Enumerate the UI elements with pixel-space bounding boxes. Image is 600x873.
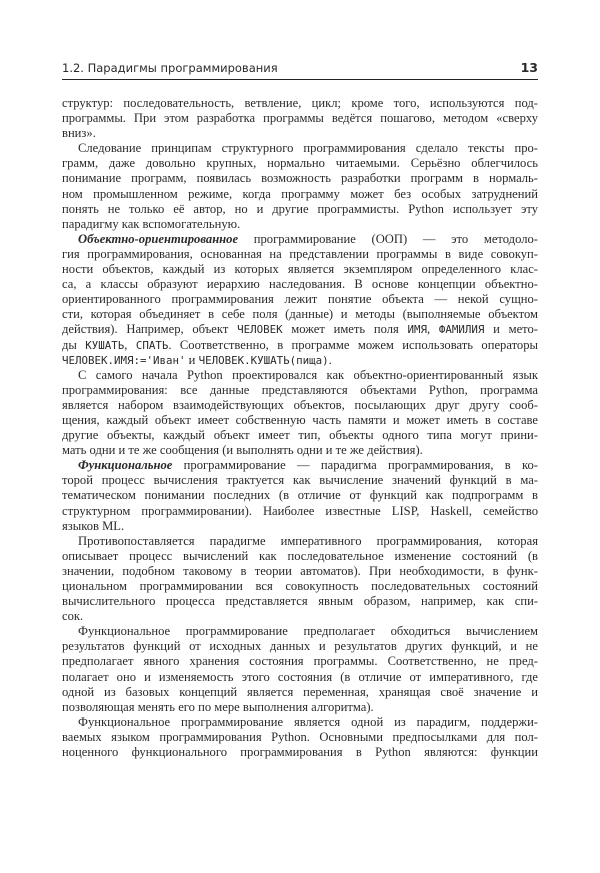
page-number: 13: [520, 60, 538, 75]
text-line: [62, 504, 538, 519]
text-line: [62, 277, 538, 292]
text-line: [62, 473, 538, 488]
paragraph: [62, 141, 538, 232]
text-segment: понять не только её автор, но и другие программисты. Python использует эту: [62, 201, 538, 216]
text-line: [62, 428, 538, 443]
text-segment: вычислительного процесса представляется явным образом, например, как спи-: [62, 594, 538, 609]
paragraph: [62, 624, 538, 715]
text-line: [62, 111, 538, 126]
paragraph: [62, 232, 538, 368]
text-line: [62, 398, 538, 413]
text-segment: щения, каждый объект имеет собственную часть памяти и может иметь в составе: [62, 412, 538, 427]
text-segment: предполагает явного хранения состояния программы. Соответственно, не пред-: [62, 654, 538, 669]
text-segment: ном промышленном режиме, когда программу может без особых затруднений: [62, 186, 538, 201]
text-line: [62, 262, 538, 277]
term-emphasis: Объектно-ориентированное: [78, 231, 239, 246]
text-segment: ваемых языком программирования Python. Основными предпосылками для пол-: [62, 729, 538, 744]
text-line: [62, 715, 538, 730]
text-line: [62, 202, 538, 217]
text-line: [62, 443, 538, 458]
text-segment: ды: [62, 337, 86, 352]
text-line: [62, 126, 538, 141]
paragraph: [62, 96, 538, 141]
text-segment: описывает процесс вычислений как последовательное изменение состояний (в: [62, 548, 538, 563]
text-segment: полагает оно и изменяемость этого состояния (в отличие от императивного, где: [62, 669, 538, 684]
text-segment: программы. При этом разработка программы ведётся пошагово, методом «сверху: [62, 111, 538, 126]
paragraph: [62, 715, 538, 760]
text-line: [62, 685, 538, 700]
text-line: [62, 534, 538, 549]
text-segment: тематическом понимании последних (в отличие от функций как подпрограмм в: [62, 488, 538, 503]
text-segment: циональном программировании вся совокупность последовательных состояний: [62, 579, 538, 593]
text-segment: ности объектов, каждый из которых является экземпляром определенного клас-: [62, 262, 538, 277]
text-segment: мать одни и те же сообщения (и выполнять одни и те же действия).: [62, 443, 423, 458]
text-segment: ориентированного программирования лежит понятие объекта — некой сущно-: [62, 292, 538, 307]
text-line: [62, 579, 538, 594]
text-segment: и мето-: [484, 322, 538, 337]
text-line: [62, 730, 538, 745]
text-line: [62, 187, 538, 202]
running-header: [62, 60, 538, 80]
text-segment: языков ML.: [62, 518, 125, 533]
text-segment: грамм, даже довольно крупных, нормально читаемыми. Серьёзно облегчилось: [62, 156, 538, 171]
text-line: [62, 609, 538, 624]
text-line: [62, 519, 538, 534]
text-line: [62, 171, 538, 186]
text-segment: позволяющая менять его по мере выполнения алгоритма).: [62, 699, 374, 714]
text-line: [62, 564, 538, 579]
text-segment: структур: последовательность, ветвление, цикл; кроме того, используются под-: [62, 96, 538, 110]
text-segment: ,: [427, 322, 439, 337]
text-line: [62, 549, 538, 564]
code-fragment: ЧЕЛОВЕК: [237, 323, 283, 337]
text-line: [62, 96, 538, 111]
text-segment: .: [328, 352, 332, 367]
text-segment: Противопоставляется парадигме императивного программирования, которая: [78, 533, 538, 548]
paragraph: [62, 534, 538, 625]
text-segment: может иметь поля: [282, 322, 408, 337]
text-line: [62, 217, 538, 232]
text-segment: программирование (ООП) — это методоло-: [238, 231, 538, 246]
text-segment: понимание программ, появилась возможность разработки программ в нормаль-: [62, 171, 538, 186]
code-fragment: ФАМИЛИЯ: [438, 323, 485, 337]
text-segment: С самого начала Python проектировался как объектно-ориентированный язык: [78, 367, 538, 382]
text-segment: программирование — парадигма программирования, в ко-: [172, 458, 538, 473]
text-segment: Следование принципам структурного программирования сделало тексты про-: [78, 141, 538, 156]
text-segment: вниз».: [62, 126, 96, 141]
code-fragment: ИМЯ: [407, 323, 428, 337]
text-segment: Функциональное программирование предполагает обходиться вычислением: [78, 624, 538, 639]
text-line: [62, 670, 538, 685]
text-line: [62, 745, 538, 760]
text-line: [62, 624, 538, 639]
text-segment: Функциональное программирование является одной из парадигм, поддержи-: [78, 714, 538, 729]
text-line: [62, 700, 538, 715]
text-segment: ,: [124, 337, 136, 352]
text-segment: значении, подобном таковому в теории автоматов). При необходимости, в функ-: [62, 563, 538, 578]
text-line: [62, 322, 538, 337]
code-fragment: ЧЕЛОВЕК.КУШАТЬ(пища): [198, 353, 329, 367]
text-segment: результатов функций от исходных данных и результатов других функций, и не: [62, 639, 538, 654]
text-line: [62, 141, 538, 156]
text-segment: другие объекты, каждый объект имеет тип, объекты одного типа могут прини-: [62, 428, 538, 443]
text-line: [62, 654, 538, 669]
text-line: [62, 383, 538, 398]
text-segment: программирования: все данные представляются объектами Python, программа: [62, 382, 538, 397]
page-body: [62, 96, 538, 760]
text-line: [62, 353, 538, 368]
text-line: [62, 292, 538, 307]
text-segment: са, а классы образуют иерархию наследования. В основе концепции объектно-: [62, 277, 538, 292]
text-segment: действия). Например, объект: [62, 322, 238, 337]
paragraph: [62, 458, 538, 533]
term-emphasis: Функциональное: [78, 458, 173, 473]
code-fragment: СПАТЬ: [135, 338, 169, 352]
paragraph: [62, 368, 538, 459]
text-line: [62, 307, 538, 322]
code-fragment: КУШАТЬ: [85, 338, 125, 352]
text-segment: торой процесс вычисления трактуется как вычисление значений функций в ма-: [62, 473, 538, 488]
text-segment: сок.: [62, 609, 84, 624]
text-line: [62, 368, 538, 383]
section-title: 1.2. Парадигмы программирования: [62, 61, 278, 75]
text-segment: парадигму как вспомогательную.: [62, 216, 241, 231]
text-segment: сти, которая объединяет в себе поля (данные) и методы (выполняемые объектом: [62, 307, 538, 322]
text-line: [62, 338, 538, 353]
text-line: [62, 413, 538, 428]
text-segment: ноценного функционального программирования в Python являются: функции: [62, 745, 538, 760]
text-line: [62, 232, 538, 247]
code-fragment: ЧЕЛОВЕК.ИМЯ:='Иван': [62, 353, 186, 367]
text-segment: и: [185, 352, 199, 367]
text-line: [62, 488, 538, 503]
text-line: [62, 639, 538, 654]
text-segment: гия программирования, основанная на представлении программы в виде совокуп-: [62, 246, 538, 261]
text-segment: . Соответственно, в программе можем использовать операторы: [168, 337, 538, 352]
text-line: [62, 156, 538, 171]
text-segment: структурном программировании). Наиболее известные LISP, Haskell, семейство: [62, 503, 538, 518]
text-line: [62, 247, 538, 262]
text-line: [62, 458, 538, 473]
text-segment: является набором взаимодействующих объектов, посылающих друг другу сооб-: [62, 397, 538, 412]
text-segment: одной из базовых концепций является переменная, хранящая своё значение и: [62, 684, 538, 699]
text-line: [62, 594, 538, 609]
